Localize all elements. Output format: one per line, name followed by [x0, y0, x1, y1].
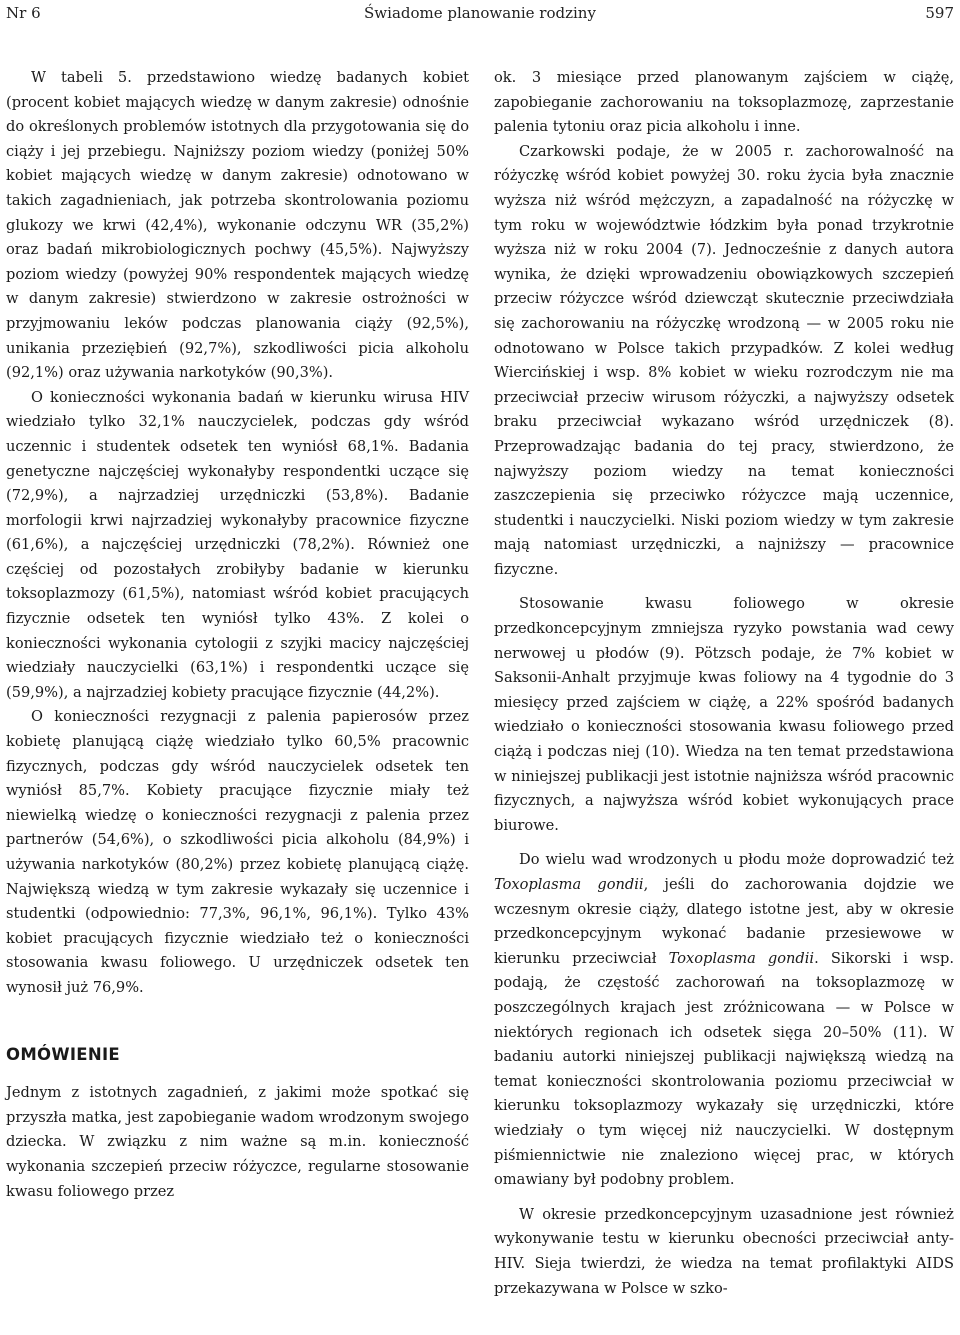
issue-number: Nr 6 [6, 4, 41, 22]
paragraph: O konieczności wykonania badań w kierunku wirusa HIV wiedziało tylko 32,1% nauczycielek, podczas gdy wśród uczennic i studentek odsetek ten wyniósł 68,1%. Badania genetyczne najczęściej wykonałyby respondentki uczące się (72,9%), a najrzadziej urzędniczki (53,8%). Badanie morfologii krwi najrzadziej wykonałyby pracownice fizyczne (61,6%), a najczęściej urzędniczki (78,2%). Również one częściej od pozostałych zrobiłyby badanie w kierunku toksoplazmozy (61,5%), natomiast wśród kobiet pracujących fizycznie odsetek ten wyniósł tylko 43%. Z kolei o konieczności wykonania cytologii z szyjki macicy najczęściej wiedziały nauczycielki (63,1%) i respondentki uczące się (59,9%), a najrzadziej kobiety pracujące fizycznie (44,2%). [6, 388, 469, 701]
paragraph: O konieczności rezygnacji z palenia papierosów przez kobietę planującą ciążę wiedziało tylko 60,5% pracownic fizycznych, podczas gdy wśród nauczycielek odsetek ten wyniósł 85,7%. Kobiety pracujące fizycznie miały też niewielką wiedzę o konieczności rezygnacji z palenia przez partnerów (54,6%), o szkodliwości picia alkoholu (84,9%) i używania narkotyków (80,2%) przez kobietę planującą ciążę. Największą wiedzą w tym zakresie wykazały się uczennice i studentki (odpowiednio: 77,3%, 96,1%, 96,1%). Tylko 43% kobiet pracujących fizycznie wiedziało też o konieczności stosowania kwasu foliowego. U urzędniczek odsetek ten wynosił już 76,9%. [6, 708, 469, 996]
text-run: . Sikorski i wsp. podają, że częstość zachorowań na toksoplazmozę w poszczególnych krajach jest zróżnicowana — w Polsce w niektórych regionach ich odsetek sięga 20–50% (11). W badaniu autorki niniejszej publikacji największą wiedzą na temat konieczności skontrolowania poziomu przeciwciał w kierunku toksoplazmozy wykazały się urzędniczki, które wiedziały o tym więcej niż nauczycielki. W dostępnym piśmiennictwie nie znaleziono więcej prac, w których omawiany był podobny problem. [494, 949, 954, 1189]
italic-species-name: Toxoplasma gondii [668, 949, 815, 967]
paragraph: Jednym z istotnych zagadnień, z jakimi może spotkać się przyszła matka, jest zapobieganie wadom wrodzonym swojego dziecka. W związku z nim ważne są m.in. konieczność wykonania szczepień przeciw różyczce, regularne stosowanie kwasu foliowego przez [6, 1084, 469, 1200]
section-heading: OMÓWIENIE [6, 1044, 121, 1064]
italic-species-name: Toxoplasma gondii [494, 876, 644, 893]
page-number: 597 [925, 4, 954, 22]
right-column [494, 66, 954, 1301]
paragraph [494, 848, 954, 1192]
paragraph: Czarkowski podaje, że w 2005 r. zachorowalność na różyczkę wśród kobiet powyżej 30. roku życia była znacznie wyższa niż wśród mężczyzn, a zapadalność na różyczkę w tym roku w województwie łódzkim była ponad trzykrotnie wyższa niż w roku 2004 (7). Jednocześnie z danych autora wynika, że dzięki wprowadzeniu obowiązkowych szczepień przeciw różyczce wśród dziewcząt skutecznie przeciwdziała się zachorowaniu na różyczkę wrodzoną — w 2005 roku nie odnotowano w Polsce takich przypadków. Z kolei według Wiercińskiej i wsp. 8% kobiet w wieku rozrodczym nie ma przeciwciał przeciw wirusom różyczki, a najwyższy odsetek braku przeciwciał wykazano wśród urzędniczek (8). Przeprowadzając badania do tej pracy, stwierdzono, że najwyższy poziom wiedzy na temat konieczności zaszczepienia się przeciwko różyczce mają uczennice, studentki i nauczycielki. Niski poziom wiedzy w tym zakresie mają natomiast urzędniczki, a najniższy — pracownice fizyczne. [494, 142, 954, 578]
text-run: , jeśli do zachorowania dojdzie we wczesnym okresie ciąży, dlatego istotne jest, aby w okresie przedkoncepcyjnym wykonać badanie przesiewowe w kierunku przeciwciał [494, 876, 954, 967]
left-column [6, 66, 469, 1204]
paragraph: ok. 3 miesiące przed planowanym zajściem w ciążę, zapobieganie zachorowaniu na toksoplazmozę, zaprzestanie palenia tytoniu oraz picia alkoholu i inne. [494, 69, 954, 136]
paragraph: W okresie przedkoncepcyjnym uzasadnione jest również wykonywanie testu w kierunku obecności przeciwciał anty-HIV. Sieja twierdzi, że wiedza na temat profilaktyki AIDS przekazywana w Polsce w szko- [494, 1205, 954, 1297]
journal-section-title: Świadome planowanie rodziny [364, 4, 596, 22]
running-header [0, 0, 960, 30]
paragraph: W tabeli 5. przedstawiono wiedzę badanych kobiet (procent kobiet mających wiedzę w danym zakresie) odnośnie do określonych problemów istotnych dla przygotowania się do ciąży i jej przebiegu. Najniższy poziom wiedzy (poniżej 50% kobiet mających wiedzę w danym zakresie) odnotowano w takich zagadnieniach, jak potrzeba skontrolowania poziomu glukozy we krwi (42,4%), wykonanie odczynu WR (35,2%) oraz badań mikrobiologicznych pochwy (45,5%). Najwyższy poziom wiedzy (powyżej 90% respondentek mających wiedzę w danym zakresie) stwierdzono w zakresie ostrożności w przyjmowaniu leków podczas planowania ciąży (92,5%), unikania przeziębień (92,7%), szkodliwości picia alkoholu (92,1%) oraz używania narkotyków (90,3%). [6, 69, 469, 382]
paragraph: Stosowanie kwasu foliowego w okresie przedkoncepcyjnym zmniejsza ryzyko powstania wad cewy nerwowej u płodów (9). Pötzsch podaje, że 7% kobiet w Saksonii-Anhalt przyjmuje kwas foliowy na 4 tygodnie do 3 miesięcy przed zajściem w ciążę, a 22% spośród badanych wiedziało o konieczności stosowania kwasu foliowego przed ciążą i podczas niej (10). Wiedza na ten temat przedstawiona w niniejszej publikacji jest istotnie najniższa wśród pracownic fizycznych, a najwyższa wśród kobiet wykonujących prace biurowe. [494, 595, 954, 834]
text-run: Do wielu wad wrodzonych u płodu może doprowadzić też [519, 851, 954, 869]
